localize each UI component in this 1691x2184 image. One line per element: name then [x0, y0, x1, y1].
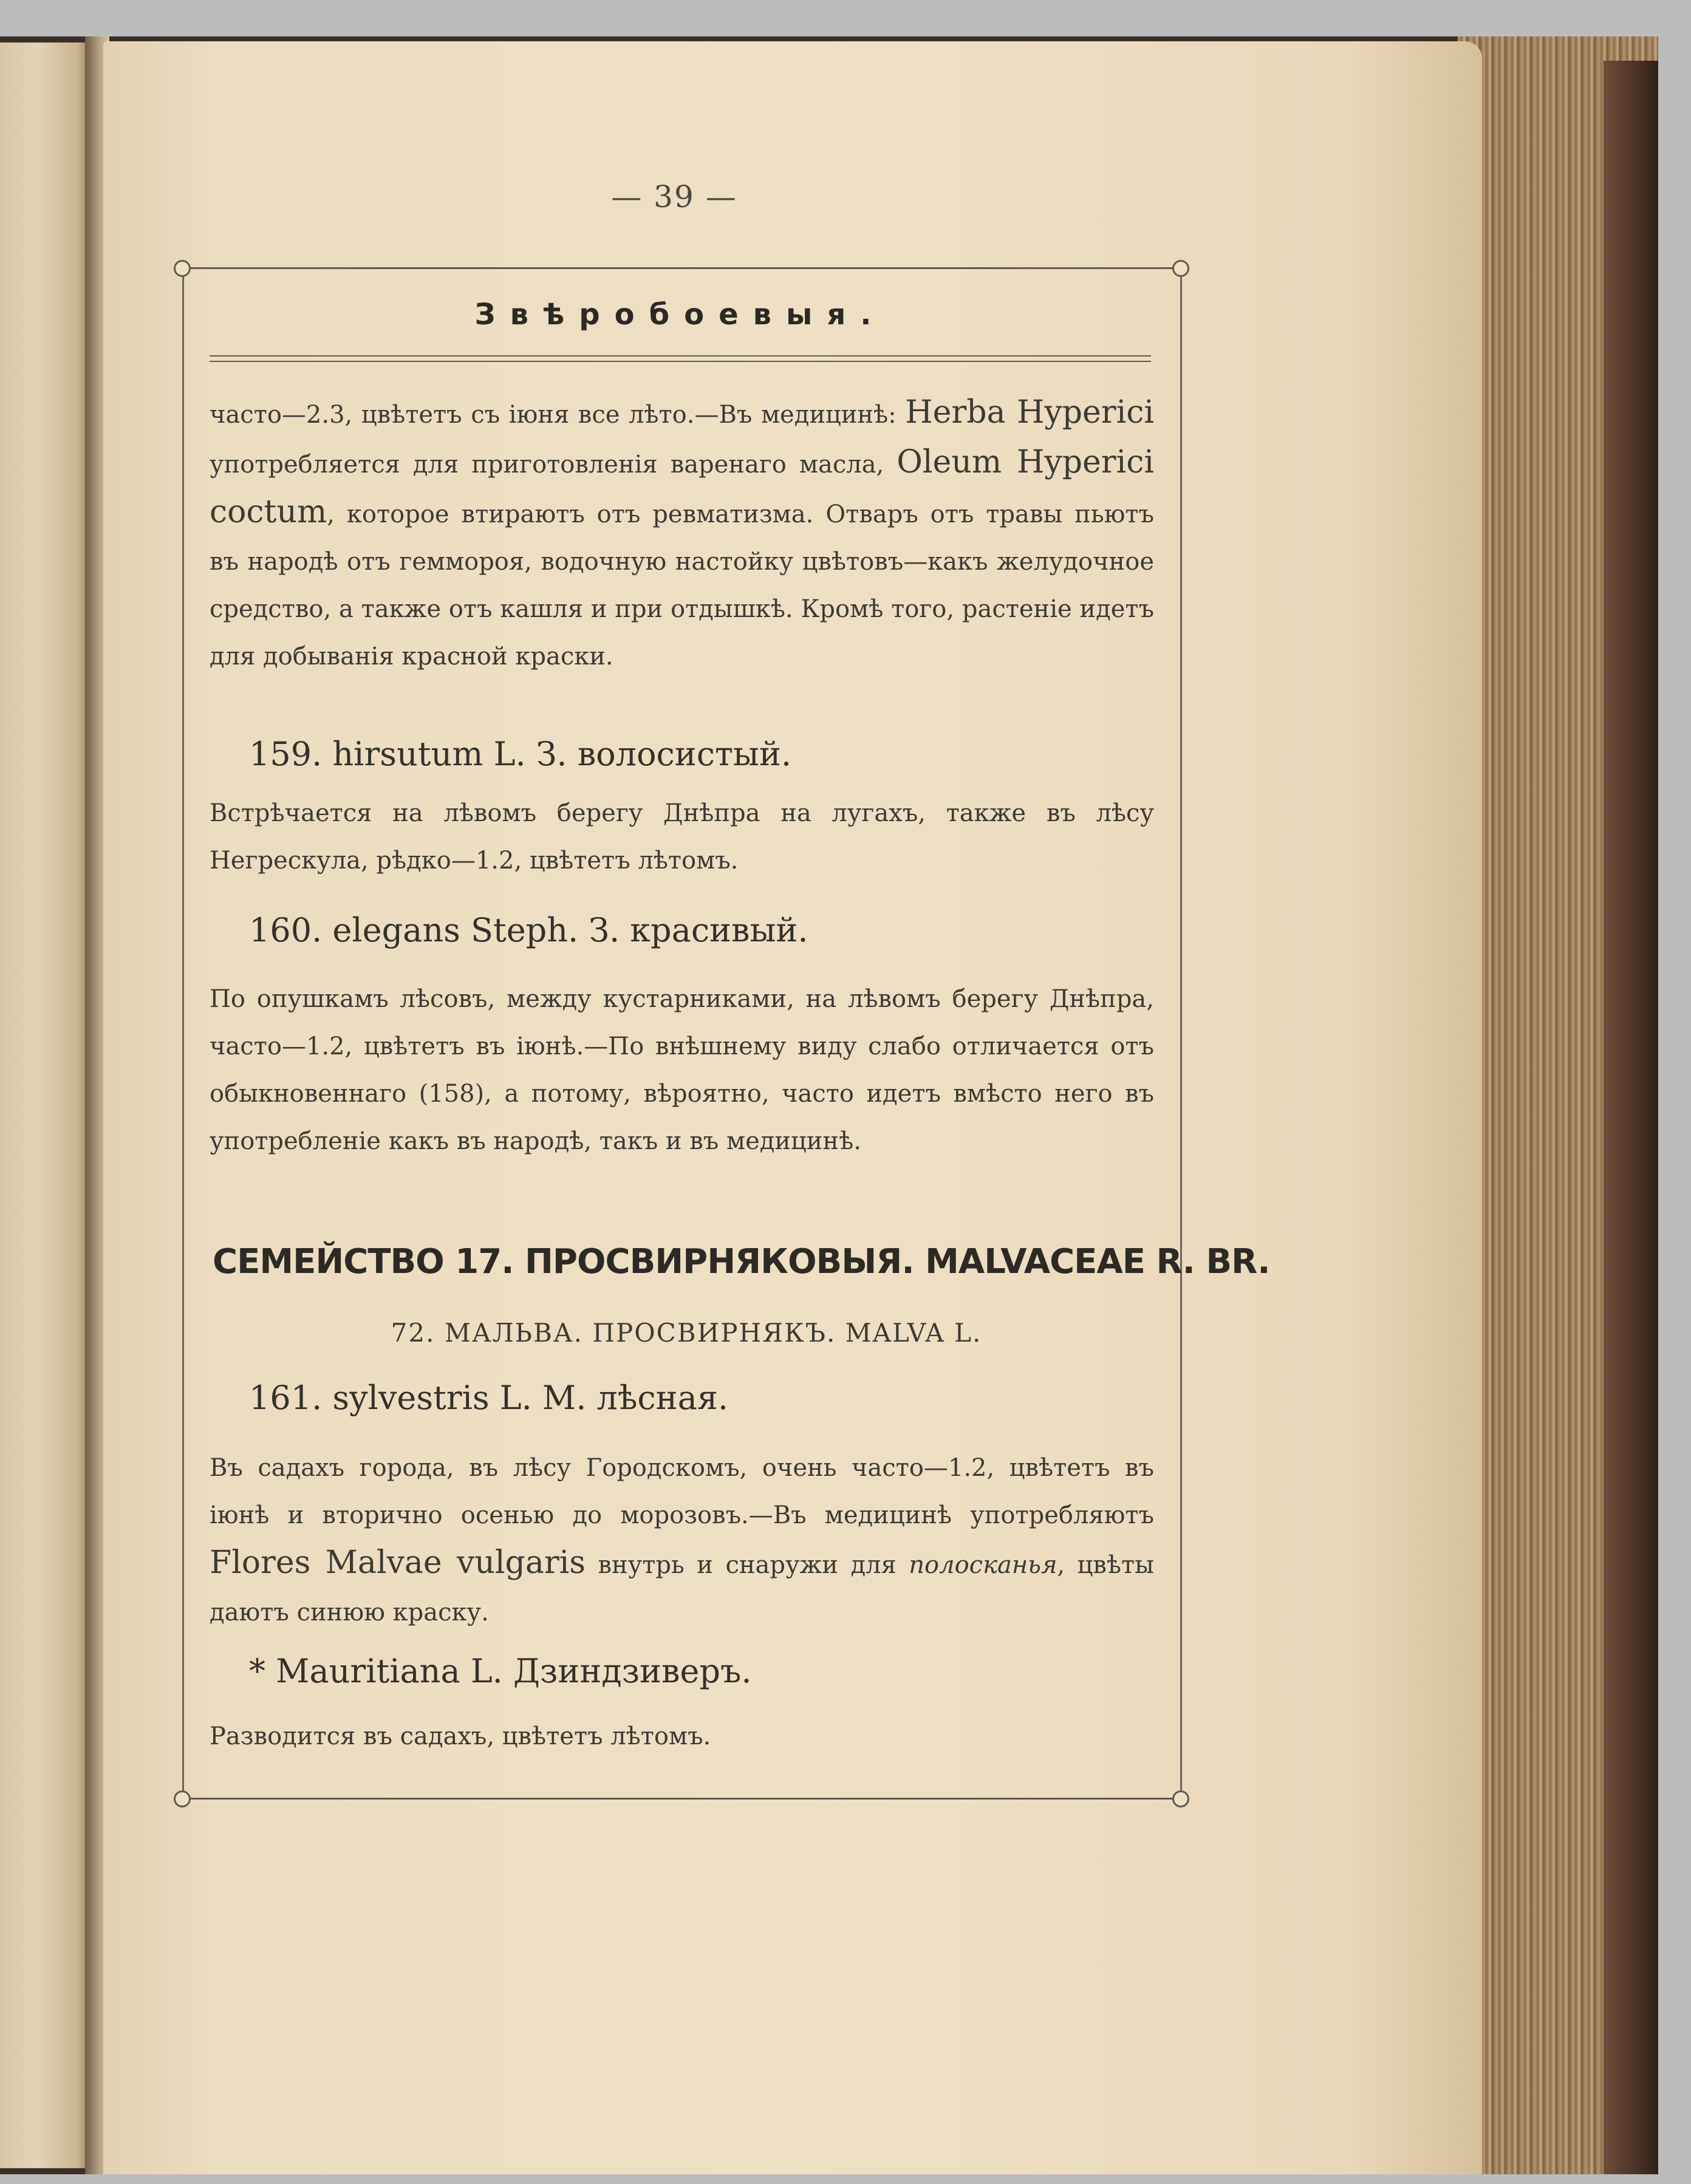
paragraph-sylvestris: [210, 1444, 1154, 1636]
frame-corner-ornament: [1172, 1790, 1189, 1807]
paragraph-text: часто—2.3, цвѣтетъ съ іюня все лѣто.—Въ медицинѣ:: [210, 401, 906, 429]
latin-term: Flores Malvae vulgaris: [210, 1544, 586, 1581]
paragraph-hirsutum: [210, 790, 1154, 884]
paragraph-text: , цвѣты даютъ синюю краску.: [210, 1551, 1154, 1626]
frame-top-rule: [182, 267, 1180, 269]
paragraph-hypericum-uses: [210, 389, 1154, 680]
latin-term: Oleum Hyperici coctum: [210, 444, 1155, 530]
species-heading-159: 159. hirsutum L. З. волосистый.: [249, 735, 791, 773]
header-rule-2: [210, 361, 1151, 362]
paragraph-text: употребляется для приготовленія варенаго масла,: [210, 451, 897, 479]
genus-heading: 72. МАЛЬВА. ПРОСВИРНЯКЪ. MALVA L.: [391, 1318, 982, 1348]
species-heading-mauritiana: * Mauritiana L. Дзиндзиверъ.: [249, 1652, 752, 1690]
cover-edge: [1604, 61, 1658, 2174]
species-heading-161: 161. sylvestris L. M. лѣсная.: [249, 1379, 729, 1417]
paragraph-text: По опушкамъ лѣсовъ, между кустарниками, на лѣвомъ берегу Днѣпра, часто—1.2, цвѣтетъ въ іюнѣ.—По внѣшнему виду слабо отличается отъ обыкновеннаго (158), а потому, вѣроятно, часто идетъ вмѣсто него въ употребленіе какъ въ народѣ, такъ и въ медицинѣ.: [210, 985, 1154, 1155]
paragraph-mauritiana: [210, 1713, 1154, 1760]
family-heading: СЕМЕЙСТВО 17. ПРОСВИРНЯКОВЫЯ. MALVACEAE R. BR.: [213, 1242, 1270, 1281]
paragraph-elegans: [210, 975, 1154, 1165]
paragraph-text: , которое втираютъ отъ ревматизма. Отваръ отъ травы пьютъ въ народѣ отъ геммороя, водочную настойку цвѣтовъ—какъ желудочное средство, а также отъ кашля и при отдышкѣ. Кромѣ того, растеніе идетъ для добыванія красной краски.: [210, 500, 1154, 671]
left-page-edge: [0, 43, 91, 2168]
paragraph-text: внутрь и снаружи для: [586, 1551, 909, 1579]
paragraph-text: Разводится въ садахъ, цвѣтетъ лѣтомъ.: [210, 1722, 711, 1750]
frame-corner-ornament: [174, 260, 191, 277]
frame-bottom-rule: [182, 1798, 1180, 1800]
frame-corner-ornament: [1172, 260, 1189, 277]
paragraph-text: Въ садахъ города, въ лѣсу Городскомъ, очень часто—1.2, цвѣтетъ въ іюнѣ и вторично осенью до морозовъ.—Въ медицинѣ употребляютъ: [210, 1454, 1154, 1529]
latin-term: Herba Hyperici: [905, 394, 1155, 431]
paragraph-text: Встрѣчается на лѣвомъ берегу Днѣпра на лугахъ, также въ лѣсу Негрескула, рѣдко—1.2, цвѣтетъ лѣтомъ.: [210, 799, 1154, 875]
frame-corner-ornament: [174, 1790, 191, 1807]
header-rule: [210, 355, 1151, 357]
species-heading-160: 160. elegans Steph. З. красивый.: [249, 911, 808, 949]
page-number: — 39 —: [611, 179, 737, 214]
page-header: Звѣробоевыя.: [474, 298, 886, 332]
italic-term: полосканья: [909, 1551, 1057, 1579]
